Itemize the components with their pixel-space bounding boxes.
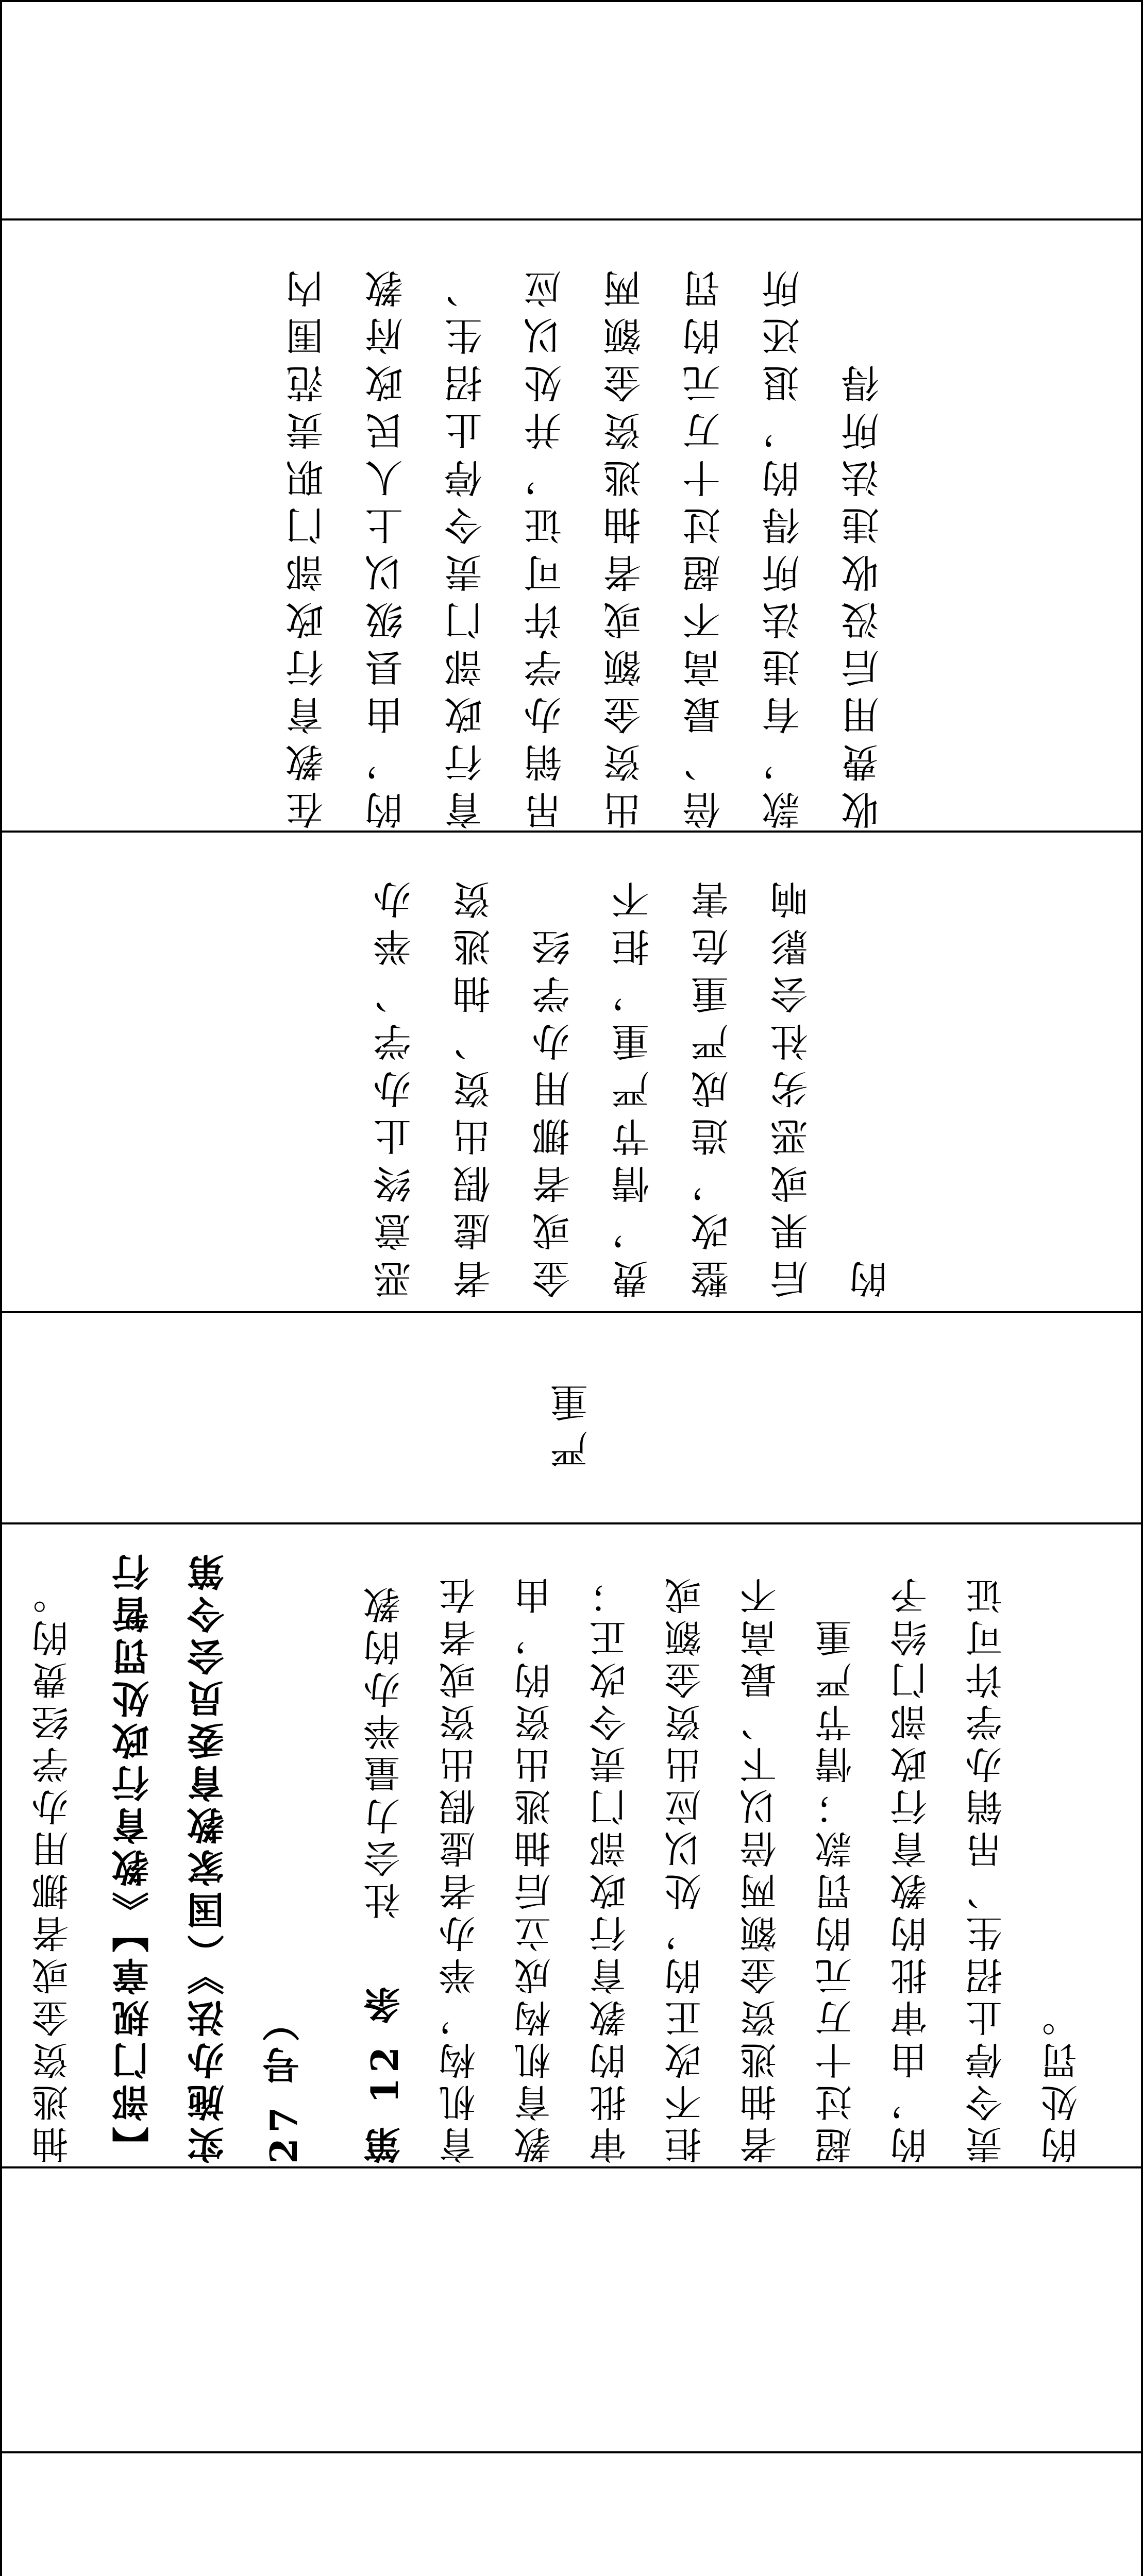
legal-heading: 【部门规章】《教育行政处罚暂行实施办法》（国家教育委员会令第 27 号） xyxy=(111,1549,306,2164)
legal-intro: 抽逃资金或者挪用办学经费的。 xyxy=(31,1572,75,2164)
cell-legal-basis xyxy=(15,1540,1123,2164)
circumstance-text: 恶意终止办学、举办者虚假出资、抽逃资金或者挪用办学经费，情节严重，拒不整改，造成严重危害后果或恶劣社会影响的 xyxy=(373,872,894,1298)
cell-circumstance xyxy=(356,855,894,1298)
article-label: 第 12 条 xyxy=(363,1981,407,2164)
severity-text: 严重 xyxy=(550,1376,594,1468)
legal-article xyxy=(347,1540,1100,2164)
penalty-measure-text: 在教育行政部门职责范围内的，由县级以上人民政府教育行政部门责令停止招生、吊销办学许可证，并处以应出资金额或者抽逃资金额两倍、最高不超过十万元的罚款，有违法所得的，退还所收费用后没收违法所得 xyxy=(285,261,885,829)
article-text: 社会力量举办的教育机构，举办者虚假出资或者在教育机构成立后抽逃出资的，由审批的教育行政部门责令改正；拒不改正的，处以应出资金额或者抽逃资金额两倍以下、最高不超过十万元的罚款；情节严重的，由审批的教育行政部门给予责令停止招生、吊销办学许可证的处罚。 xyxy=(363,1572,1084,2164)
table-border-left xyxy=(0,0,2,2576)
cell-penalty-measure xyxy=(268,242,885,829)
row-divider-6 xyxy=(0,2451,1143,2453)
row-divider-3 xyxy=(0,1311,1143,1313)
row-divider-4 xyxy=(0,1522,1143,1524)
row-divider-1 xyxy=(0,218,1143,221)
row-divider-2 xyxy=(0,831,1143,833)
table-border-right xyxy=(1141,0,1143,2576)
row-divider-5 xyxy=(0,2166,1143,2168)
table-border-top xyxy=(0,0,1143,2)
cell-severity xyxy=(546,1365,613,1468)
